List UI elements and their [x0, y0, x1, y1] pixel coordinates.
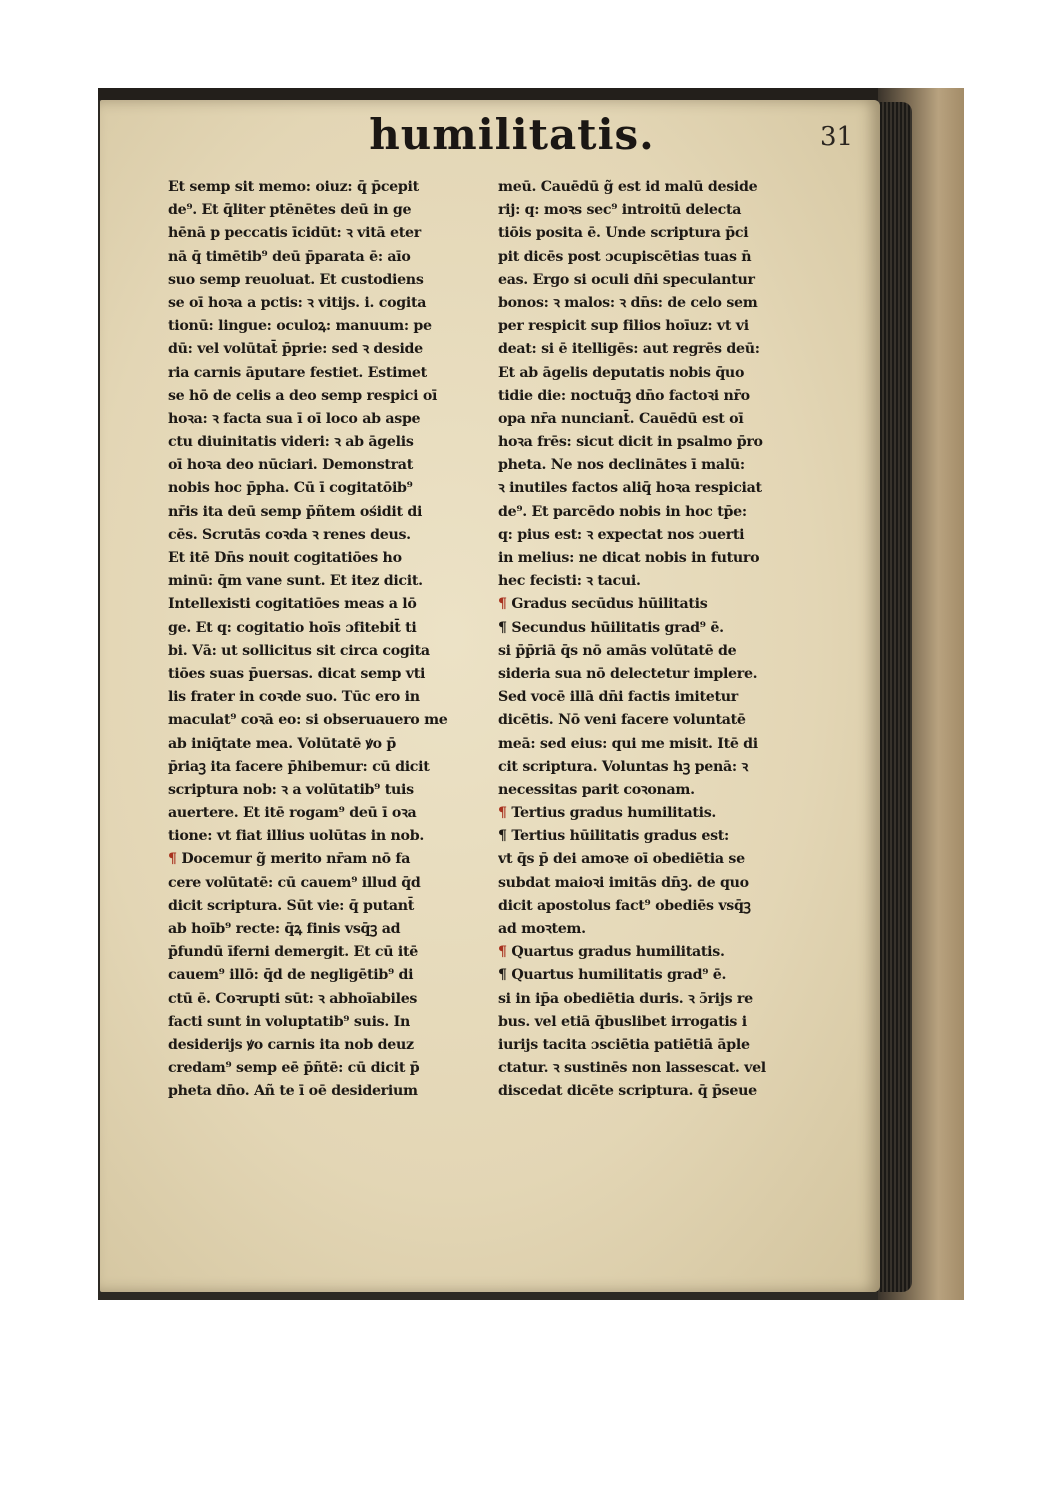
text-line — [168, 501, 486, 524]
line-text: dicit apostolus fact⁹ obediēs vsq̄ꝫ — [498, 897, 751, 914]
text-line — [168, 222, 486, 245]
line-text: de⁹. Et parcēdo nobis in hoc tp̄e: — [498, 503, 747, 520]
line-text: si p̄p̄riā q̄s nō amās volūtatē de — [498, 642, 737, 659]
line-text: bonos: ꝛ malos: ꝛ dn̄s: de celo sem — [498, 294, 758, 311]
line-text: dū: vel volūtat̄ p̄prie: sed ꝛ deside — [168, 341, 423, 358]
line-text: Docemur g̃ merito nr̄am nō fa — [181, 851, 411, 868]
line-text: cere volūtatē: cū cauem⁹ illud q̄d — [168, 874, 421, 891]
line-text: Gradus secūdus hūilitatis — [511, 596, 708, 613]
text-line — [168, 524, 486, 547]
line-text: deat: si ē itelligēs: aut regrēs deū: — [498, 341, 760, 358]
text-line — [168, 338, 486, 361]
line-text: ctatur. ꝛ sustinēs non lassescat. vel — [498, 1060, 766, 1077]
text-line — [168, 825, 486, 848]
line-text: pit dicēs post ɔcupiscētias tuas n̄ — [498, 248, 752, 265]
line-text: opa nr̄a nunciant̄. Cauēdū est oī — [498, 410, 744, 427]
text-line — [498, 988, 816, 1011]
line-text: ad moꝛtem. — [498, 921, 586, 937]
line-text: in melius: ne dicat nobis in futuro — [498, 550, 760, 566]
line-text: hoꝛa: ꝛ facta sua ī oī loco ab aspe — [168, 410, 421, 427]
line-text: ctū ē. Coꝛrupti sūt: ꝛ abhoīabiles — [168, 990, 418, 1007]
line-text: tione: vt fiat illius uolūtas in nob. — [168, 828, 424, 845]
text-line — [168, 547, 486, 570]
text-line — [498, 385, 816, 408]
book-page — [100, 100, 880, 1292]
paragraph-mark: ¶ — [498, 828, 512, 845]
text-line — [498, 199, 816, 222]
line-text: tiōes suas p̄uersas. dicat semp vti — [168, 665, 426, 682]
line-text: se oī hoꝛa a pctis: ꝛ vitijs. i. cogita — [168, 294, 427, 311]
text-line — [498, 338, 816, 361]
text-line — [168, 709, 486, 732]
line-text: oī hoꝛa deo nūciari. Demonstrat — [168, 457, 413, 474]
text-line — [168, 477, 486, 500]
text-line — [168, 872, 486, 895]
text-line — [168, 617, 486, 640]
text-line — [168, 1080, 486, 1103]
text-line — [498, 733, 816, 756]
line-text: rij: q: moꝛs sec⁹ introitū delecta — [498, 202, 742, 219]
text-line — [498, 872, 816, 895]
running-head: humilitatis. — [369, 110, 655, 159]
line-text: desiderijs ꝟo carnis ita nob deuz — [168, 1036, 414, 1053]
line-text: cit scriptura. Voluntas hꝫ penā: ꝛ — [498, 758, 748, 775]
left-text-column — [168, 176, 486, 1104]
text-line — [498, 315, 816, 338]
text-line — [498, 848, 816, 871]
text-line — [498, 895, 816, 918]
line-text: nā q̄ timētib⁹ deū p̄parata ē: aīo — [168, 248, 411, 265]
line-text: Quartus humilitatis grad⁹ ē. — [511, 967, 727, 984]
book-cover-top-edge — [98, 88, 964, 100]
line-text: ab hoīb⁹ recte: q̄ꝝ finis vsq̄ꝫ ad — [168, 921, 401, 937]
line-text: auertere. Et itē rogam⁹ deū ī oꝛa — [168, 805, 417, 822]
text-line — [498, 408, 816, 431]
text-line — [498, 1034, 816, 1057]
text-line — [498, 779, 816, 802]
line-text: bus. vel etiā q̄buslibet irrogatis i — [498, 1013, 747, 1030]
line-text: subdat maioꝛi imitās dn̄ꝫ. de quo — [498, 874, 749, 891]
line-text: pheta dn̄o. Añ te ī oē desiderium — [168, 1083, 418, 1100]
text-line — [498, 570, 816, 593]
line-text: scriptura nob: ꝛ a volūtatib⁹ tuis — [168, 781, 414, 798]
text-line — [498, 477, 816, 500]
line-text: dicit scriptura. Sūt vie: q̄ putant̄ — [168, 897, 415, 914]
line-text: hēnā p peccatis īcidūt: ꝛ vitā eter — [168, 225, 421, 242]
text-line — [168, 408, 486, 431]
text-line — [498, 663, 816, 686]
text-line — [168, 733, 486, 756]
line-text: facti sunt in voluptatib⁹ suis. In — [168, 1013, 410, 1030]
paragraph-mark: ¶ — [498, 944, 512, 961]
paragraph-mark: ¶ — [498, 967, 512, 984]
text-line — [498, 362, 816, 385]
text-line — [168, 640, 486, 663]
text-line — [168, 246, 486, 269]
line-text: Tertius gradus humilitatis. — [511, 805, 717, 822]
line-text: Sed vocē illā dn̄i factis imitetur — [498, 689, 738, 706]
paragraph-mark: ¶ — [498, 596, 512, 613]
line-text: nr̄is ita deū semp p̄ñtem ośidit di — [168, 503, 423, 520]
text-line — [168, 988, 486, 1011]
line-text: meū. Cauēdū g̃ est id malū deside — [498, 179, 758, 195]
line-text: hec fecisti: ꝛ tacui. — [498, 573, 641, 590]
paragraph-mark: ¶ — [168, 851, 182, 868]
line-text: ge. Et q: cogitatio hoīs ɔfitebit̄ ti — [168, 619, 417, 636]
text-line — [498, 593, 816, 616]
line-text: vt q̄s p̄ dei amoꝛe oī obediētia se — [498, 851, 745, 868]
text-line — [498, 1057, 816, 1080]
line-text: tidie die: noctuq̄ꝫ dn̄o factoꝛi nr̄o — [498, 387, 750, 404]
line-text: tionū: lingue: oculoꝝ: manuum: pe — [168, 318, 432, 335]
right-text-column — [498, 176, 816, 1104]
line-text: ab iniq̄tate mea. Volūtatē ꝟo p̄ — [168, 735, 397, 752]
text-line — [498, 269, 816, 292]
text-line — [498, 454, 816, 477]
line-text: credam⁹ semp eē p̄ñtē: cū dicit p̄ — [168, 1060, 420, 1077]
text-line — [168, 199, 486, 222]
text-line — [498, 709, 816, 732]
text-line — [168, 1034, 486, 1057]
text-line — [168, 918, 486, 941]
line-text: pheta. Ne nos declinātes ī malū: — [498, 457, 745, 474]
text-line — [498, 431, 816, 454]
text-line — [168, 454, 486, 477]
text-line — [498, 825, 816, 848]
text-line — [498, 1080, 816, 1103]
text-line — [498, 686, 816, 709]
text-line — [498, 640, 816, 663]
line-text: tiōis posita ē. Unde scriptura p̄ci — [498, 225, 749, 242]
line-text: Et itē Dn̄s nouit cogitatiōes ho — [168, 550, 402, 566]
line-text: iurijs tacita ɔsciētia patiētiā āple — [498, 1036, 750, 1053]
scanned-book-photo — [98, 88, 964, 1300]
line-text: cauem⁹ illō: q̄d de negligētib⁹ di — [168, 967, 414, 984]
line-text: hoꝛa frēs: sicut dicit in psalmo p̄ro — [498, 434, 763, 451]
line-text: suo semp reuoluat. Et custodiens — [168, 271, 424, 288]
line-text: Intellexisti cogitatiōes meas a lō — [168, 596, 417, 613]
line-text: ctu diuinitatis videri: ꝛ ab āgelis — [168, 434, 414, 451]
line-text: per respicit sup filios hoīuz: vt vi — [498, 318, 749, 335]
text-line — [168, 1057, 486, 1080]
text-line — [168, 895, 486, 918]
text-line — [498, 176, 816, 199]
text-line — [498, 501, 816, 524]
line-text: Quartus gradus humilitatis. — [511, 944, 725, 961]
text-line — [168, 686, 486, 709]
line-text: cēs. Scrutās coꝛda ꝛ renes deus. — [168, 526, 411, 543]
line-text: lis frater in coꝛde suo. Tūc ero in — [168, 689, 420, 706]
text-line — [498, 802, 816, 825]
text-line — [168, 385, 486, 408]
line-text: p̄riaꝫ ita facere p̄hibemur: cū dicit — [168, 758, 430, 775]
line-text: ꝛ inutiles factos aliq̄ hoꝛa respiciat — [498, 480, 762, 497]
text-line — [168, 269, 486, 292]
line-text: Tertius hūilitatis gradus est: — [511, 828, 729, 845]
folio-number: 31 — [820, 122, 854, 152]
text-line — [168, 964, 486, 987]
text-line — [498, 1011, 816, 1034]
line-text: meā: sed eius: qui me misit. Itē di — [498, 735, 758, 752]
text-line — [168, 941, 486, 964]
text-line — [168, 802, 486, 825]
text-line — [168, 176, 486, 199]
text-line — [498, 941, 816, 964]
line-text: se hō de celis a deo semp respici oī — [168, 387, 438, 404]
text-line — [168, 292, 486, 315]
text-line — [168, 593, 486, 616]
text-line — [498, 222, 816, 245]
line-text: maculat⁹ coꝛā eo: si obseruauero me — [168, 712, 448, 729]
text-line — [498, 547, 816, 570]
text-line — [498, 246, 816, 269]
text-line — [498, 918, 816, 941]
text-line — [168, 756, 486, 779]
line-text: discedat dicēte scriptura. q̄ p̄seue — [498, 1083, 757, 1100]
text-line — [498, 756, 816, 779]
text-line — [168, 779, 486, 802]
line-text: de⁹. Et q̄liter ptēnētes deū in ge — [168, 202, 412, 219]
line-text: necessitas parit coꝛonam. — [498, 781, 695, 798]
text-line — [498, 617, 816, 640]
text-line — [498, 964, 816, 987]
line-text: q: pius est: ꝛ expectat nos ɔuerti — [498, 526, 745, 543]
text-line — [168, 315, 486, 338]
text-line — [168, 570, 486, 593]
line-text: Et semp sit memo: oiuz: q̄ p̄cepit — [168, 179, 419, 195]
text-line — [168, 1011, 486, 1034]
text-line — [168, 362, 486, 385]
line-text: eas. Ergo si oculi dn̄i speculantur — [498, 271, 755, 288]
line-text: Secundus hūilitatis grad⁹ ē. — [511, 619, 724, 636]
text-line — [168, 848, 486, 871]
text-line — [498, 292, 816, 315]
line-text: si in ip̄a obediētia duris. ꝛ ɔ̄rijs re — [498, 990, 753, 1007]
line-text: Et ab āgelis deputatis nobis q̄uo — [498, 364, 745, 381]
line-text: bi. Vā: ut sollicitus sit circa cogita — [168, 642, 430, 659]
line-text: ria carnis āputare festiet. Estimet — [168, 364, 427, 381]
paragraph-mark: ¶ — [498, 805, 512, 822]
text-line — [498, 524, 816, 547]
line-text: nobis hoc p̄pha. Cū ī cogitatōib⁹ — [168, 480, 413, 497]
line-text: dicētis. Nō veni facere voluntatē — [498, 712, 746, 729]
line-text: p̄fundū īferni demergit. Et cū itē — [168, 944, 418, 961]
text-line — [168, 663, 486, 686]
paragraph-mark: ¶ — [498, 619, 512, 636]
text-line — [168, 431, 486, 454]
line-text: sideria sua nō delectetur implere. — [498, 665, 758, 682]
line-text: minū: q̄m vane sunt. Et itez dicit. — [168, 573, 423, 590]
